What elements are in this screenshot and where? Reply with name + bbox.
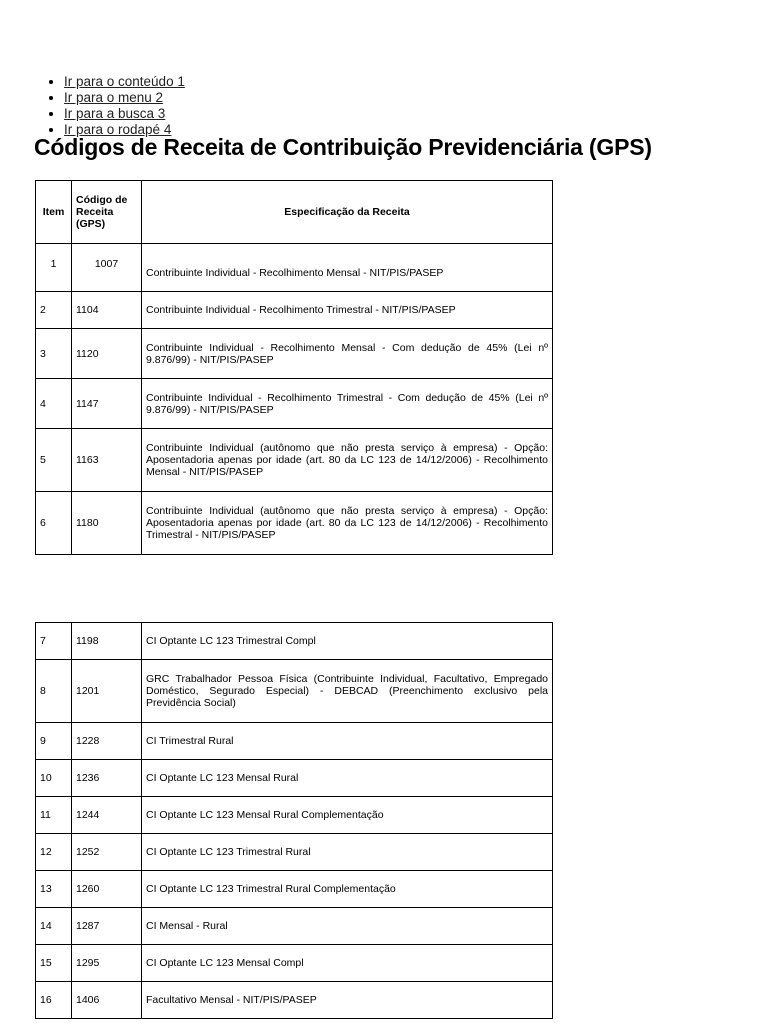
table-row: [36, 660, 553, 723]
cell-spec: Contribuinte Individual (autônomo que não presta serviço à empresa) - Opção: Aposentadoria apenas por idade (art. 80 da LC 123 de 14/12/2006) - Recolhimento Mensal - NIT/PIS/PASEP: [142, 429, 553, 492]
cell-spec: CI Mensal - Rural: [142, 908, 553, 945]
table-2-body: [36, 623, 553, 1019]
table-row: [36, 797, 553, 834]
cell-item: 6: [36, 492, 72, 555]
header-spec: Especificação da Receita: [142, 181, 553, 244]
table-row: [36, 760, 553, 797]
table-row: [36, 982, 553, 1019]
cell-code: 1295: [72, 945, 142, 982]
cell-spec: CI Optante LC 123 Mensal Rural: [142, 760, 553, 797]
cell-code: 1228: [72, 723, 142, 760]
table-row: [36, 292, 553, 329]
skip-to-footer-link[interactable]: Ir para o rodapé 4: [64, 122, 172, 137]
cell-spec: CI Optante LC 123 Trimestral Rural: [142, 834, 553, 871]
cell-code: 1244: [72, 797, 142, 834]
cell-code: 1120: [72, 329, 142, 379]
revenue-codes-table-1: [35, 180, 553, 555]
cell-spec: Contribuinte Individual - Recolhimento Trimestral - NIT/PIS/PASEP: [142, 292, 553, 329]
cell-spec: Contribuinte Individual - Recolhimento Mensal - Com dedução de 45% (Lei nº 9.876/99) - NIT/PIS/PASEP: [142, 329, 553, 379]
table-row: [36, 492, 553, 555]
table-row: [36, 329, 553, 379]
cell-item: 8: [36, 660, 72, 723]
cell-item: 10: [36, 760, 72, 797]
skip-link-item: [64, 106, 185, 122]
cell-item: 3: [36, 329, 72, 379]
cell-item: 9: [36, 723, 72, 760]
cell-spec: Facultativo Mensal - NIT/PIS/PASEP: [142, 982, 553, 1019]
skip-to-content-link[interactable]: Ir para o conteúdo 1: [64, 74, 185, 89]
cell-item: 12: [36, 834, 72, 871]
cell-code: 1201: [72, 660, 142, 723]
page-title: Códigos de Receita de Contribuição Previdenciária (GPS): [34, 134, 652, 160]
cell-spec: CI Optante LC 123 Trimestral Compl: [142, 623, 553, 660]
cell-code: 1180: [72, 492, 142, 555]
cell-item: 5: [36, 429, 72, 492]
table-row: [36, 945, 553, 982]
cell-spec: GRC Trabalhador Pessoa Física (Contribuinte Individual, Facultativo, Empregado Doméstico, Segurado Especial) - DEBCAD (Preenchimento exclusivo pela Previdência Social): [142, 660, 553, 723]
cell-spec: Contribuinte Individual - Recolhimento Mensal - NIT/PIS/PASEP: [142, 244, 553, 292]
skip-link-item: [64, 74, 185, 90]
cell-code: 1236: [72, 760, 142, 797]
cell-spec: CI Optante LC 123 Trimestral Rural Complementação: [142, 871, 553, 908]
cell-code: 1163: [72, 429, 142, 492]
skip-links: [47, 74, 185, 138]
skip-link-item: [64, 90, 185, 106]
cell-item: 1: [36, 244, 72, 292]
cell-item: 2: [36, 292, 72, 329]
cell-code: 1198: [72, 623, 142, 660]
cell-item: 4: [36, 379, 72, 429]
cell-item: 11: [36, 797, 72, 834]
cell-code: 1104: [72, 292, 142, 329]
table-row: [36, 379, 553, 429]
cell-spec: Contribuinte Individual (autônomo que não presta serviço à empresa) - Opção: Aposentadoria apenas por idade (art. 80 da LC 123 de 14/12/2006) - Recolhimento Trimestral - NIT/PIS/PASEP: [142, 492, 553, 555]
cell-code: 1147: [72, 379, 142, 429]
cell-item: 13: [36, 871, 72, 908]
table-header-row: [36, 181, 553, 244]
cell-item: 14: [36, 908, 72, 945]
table-row: [36, 908, 553, 945]
cell-code: 1260: [72, 871, 142, 908]
cell-spec: CI Trimestral Rural: [142, 723, 553, 760]
table-1-body: [36, 244, 553, 555]
table-row: [36, 871, 553, 908]
skip-to-search-link[interactable]: Ir para a busca 3: [64, 106, 166, 121]
cell-code: 1252: [72, 834, 142, 871]
cell-spec: CI Optante LC 123 Mensal Rural Complementação: [142, 797, 553, 834]
cell-item: 7: [36, 623, 72, 660]
table-row: [36, 244, 553, 292]
table-row: [36, 834, 553, 871]
cell-item: 15: [36, 945, 72, 982]
skip-to-menu-link[interactable]: Ir para o menu 2: [64, 90, 164, 105]
table-row: [36, 429, 553, 492]
header-code: Código de Receita (GPS): [72, 181, 142, 244]
cell-spec: Contribuinte Individual - Recolhimento Trimestral - Com dedução de 45% (Lei nº 9.876/99) - NIT/PIS/PASEP: [142, 379, 553, 429]
revenue-codes-table-2: [35, 622, 553, 1019]
table-row: [36, 723, 553, 760]
cell-code: 1007: [72, 244, 142, 292]
cell-item: 16: [36, 982, 72, 1019]
cell-code: 1406: [72, 982, 142, 1019]
table-row: [36, 623, 553, 660]
cell-spec: CI Optante LC 123 Mensal Compl: [142, 945, 553, 982]
header-item: Item: [36, 181, 72, 244]
cell-code: 1287: [72, 908, 142, 945]
